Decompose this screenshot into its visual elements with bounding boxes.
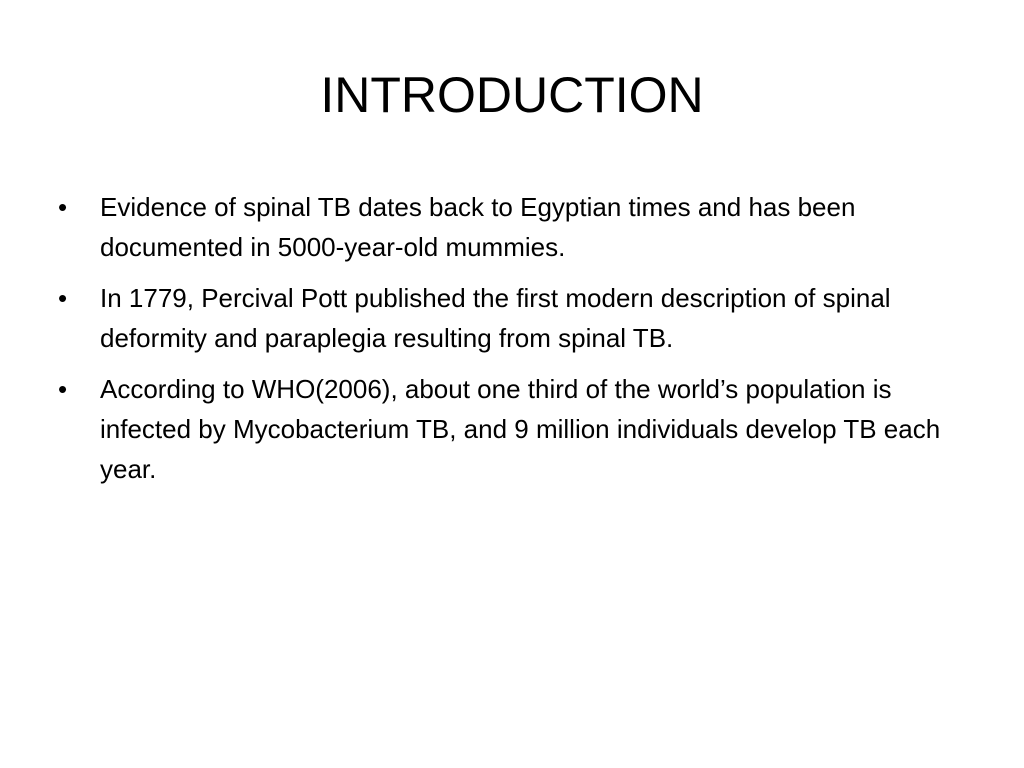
bullet-icon: • <box>58 283 68 313</box>
bullet-icon: • <box>58 192 68 222</box>
bullet-list <box>58 187 958 500</box>
bullet-text: According to WHO(2006), about one third of the world’s population is infected by Mycobacterium TB, and 9 million individuals develop TB each year. <box>100 374 941 484</box>
bullet-icon: • <box>58 374 68 404</box>
bullet-item-3 <box>58 369 958 489</box>
bullet-item-1 <box>58 187 958 267</box>
bullet-text: Evidence of spinal TB dates back to Egyptian times and has been documented in 5000-year-old mummies. <box>100 192 856 262</box>
slide-title: INTRODUCTION <box>320 67 704 123</box>
bullet-item-2 <box>58 278 958 358</box>
bullet-text: In 1779, Percival Pott published the first modern description of spinal deformity and paraplegia resulting from spinal TB. <box>100 283 891 353</box>
